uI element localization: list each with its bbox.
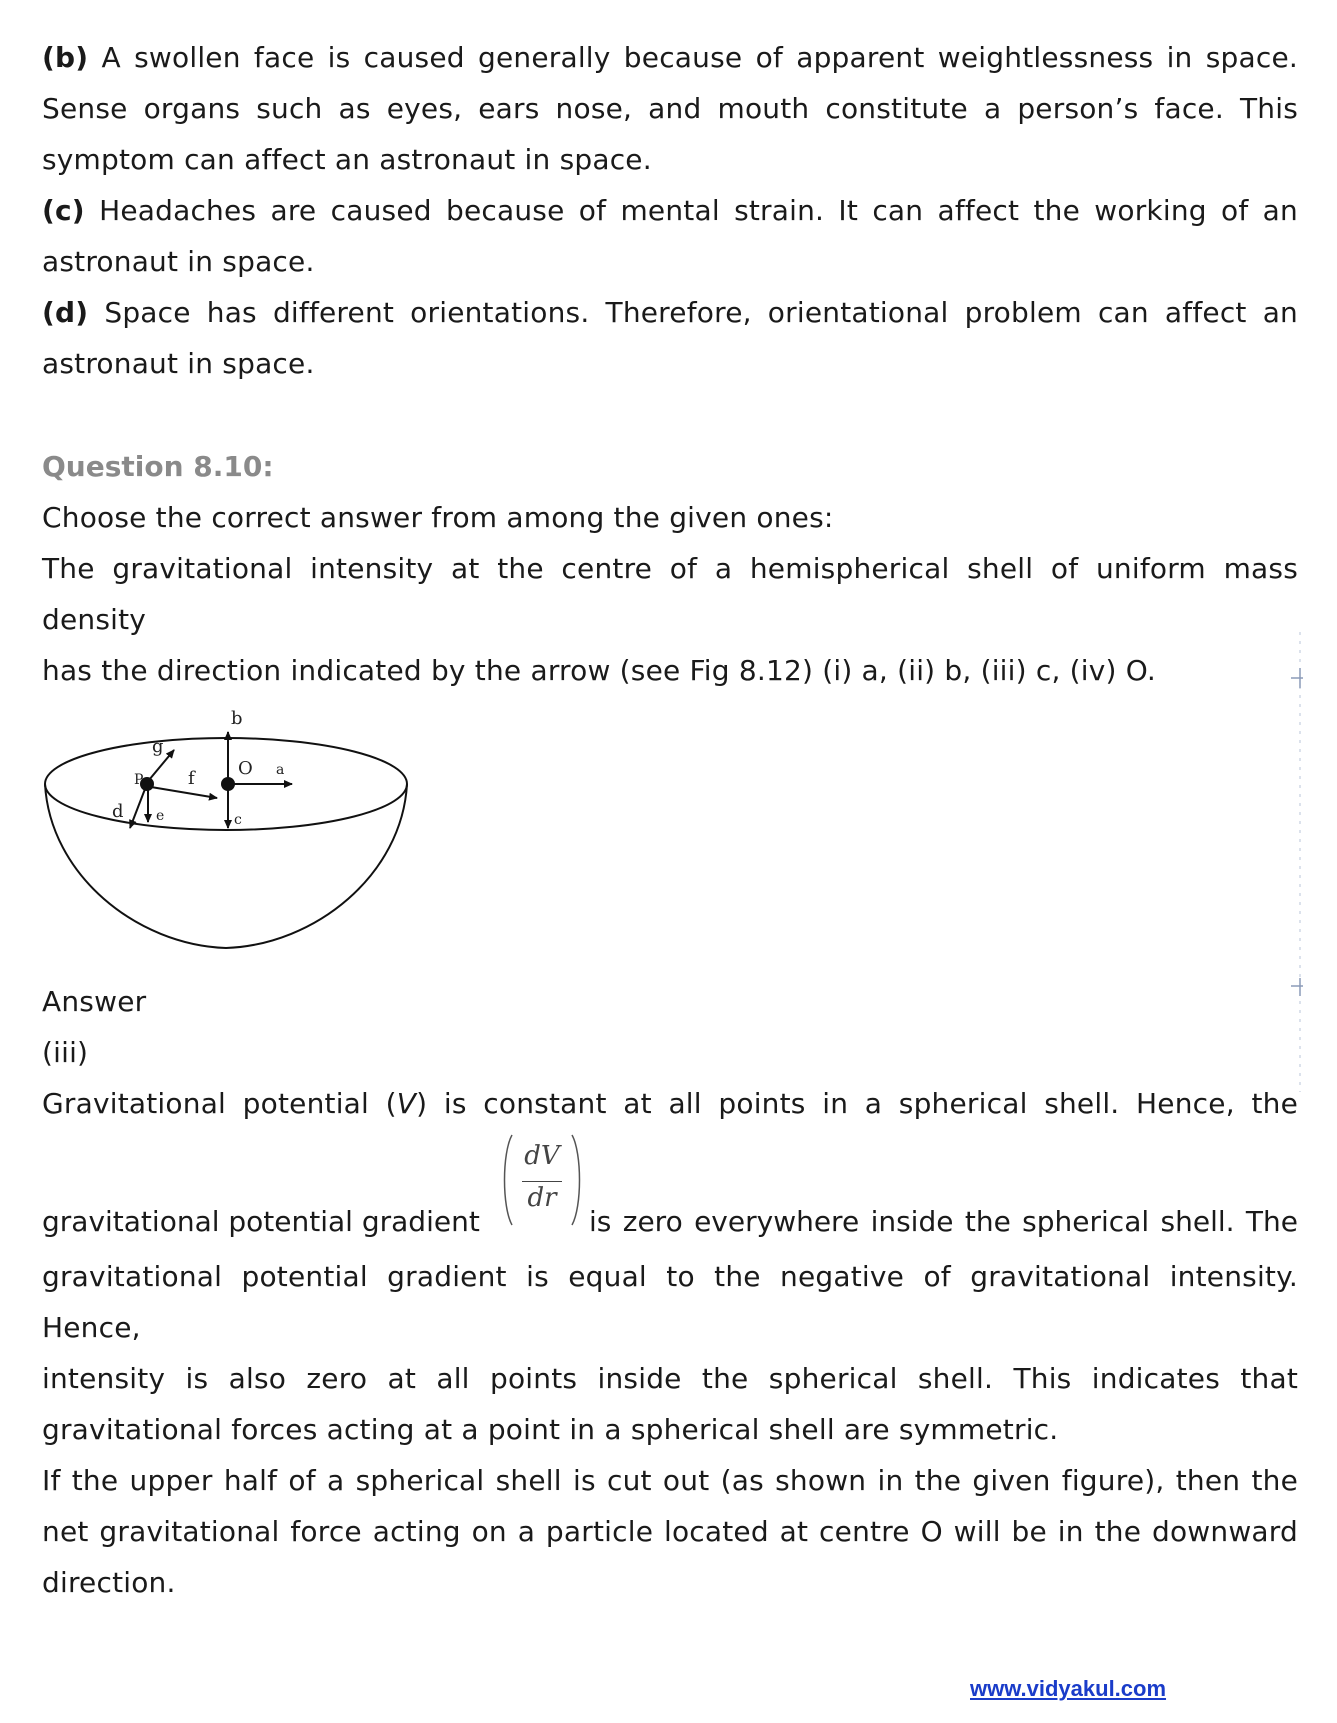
part-d-text-1: Space has different orientations. Therefore, orientational problem can affect an bbox=[104, 296, 1298, 329]
question-line-3: has the direction indicated by the arrow (see Fig 8.12) (i) a, (ii) b, (iii) c, (iv) O. bbox=[42, 654, 1156, 687]
shell-bowl bbox=[45, 784, 407, 948]
answer-line-1-pre: Gravitational potential ( bbox=[42, 1087, 397, 1120]
answer-line-1-post: ) is constant at all points in a spherical shell. Hence, the bbox=[416, 1087, 1298, 1120]
part-b-line-3: symptom can affect an astronaut in space. bbox=[42, 143, 652, 176]
answer-line-7: net gravitational force acting on a particle located at centre O will be in the downward bbox=[42, 1515, 1298, 1548]
part-b-line-1 bbox=[42, 32, 1298, 83]
potential-variable: V bbox=[396, 1087, 417, 1120]
document-page bbox=[42, 32, 1298, 1608]
arrow-d bbox=[130, 789, 145, 828]
part-c-line-2: astronaut in space. bbox=[42, 245, 315, 278]
part-b-line-2: Sense organs such as eyes, ears nose, and mouth constitute a person’s face. This bbox=[42, 92, 1298, 125]
answer-line-8: direction. bbox=[42, 1566, 176, 1599]
formula-bar bbox=[522, 1181, 562, 1182]
label-p: P bbox=[134, 772, 144, 788]
label-b: b bbox=[231, 708, 243, 729]
part-b-text-1: A swollen face is caused generally because of apparent weightlessness in space. bbox=[101, 41, 1298, 74]
label-d: d bbox=[112, 801, 124, 822]
part-d-line-2: astronaut in space. bbox=[42, 347, 315, 380]
part-c-text-1: Headaches are caused because of mental strain. It can affect the working of an bbox=[99, 194, 1298, 227]
question-line-2: The gravitational intensity at the centre of a hemispherical shell of uniform mass density bbox=[42, 552, 1298, 636]
answer-choice: (iii) bbox=[42, 1036, 89, 1069]
answer-line-2-pre: gravitational potential gradient bbox=[42, 1205, 480, 1238]
question-title: Question 8.10: bbox=[42, 450, 274, 483]
answer-heading: Answer bbox=[42, 985, 147, 1018]
answer-line-4: intensity is also zero at all points inside the spherical shell. This indicates that bbox=[42, 1362, 1298, 1395]
answer-line-5: gravitational forces acting at a point in a spherical shell are symmetric. bbox=[42, 1413, 1059, 1446]
formula-denominator: dr bbox=[527, 1183, 557, 1213]
part-d-label: (d) bbox=[42, 296, 89, 329]
label-o: O bbox=[238, 758, 253, 779]
answer-line-2-post: is zero everywhere inside the spherical shell. The bbox=[589, 1205, 1298, 1238]
hemispherical-shell-figure bbox=[42, 700, 422, 976]
label-g: g bbox=[152, 736, 164, 757]
label-a: a bbox=[276, 762, 285, 778]
part-d-line-1 bbox=[42, 287, 1298, 338]
label-e: e bbox=[156, 808, 165, 824]
vidyakul-website-link[interactable]: www.vidyakul.com bbox=[970, 1676, 1167, 1701]
part-b-label: (b) bbox=[42, 41, 89, 74]
answer-line-1 bbox=[42, 1078, 1298, 1129]
potential-gradient-formula bbox=[500, 1133, 584, 1227]
label-c: c bbox=[234, 812, 242, 828]
answer-line-6: If the upper half of a spherical shell is cut out (as shown in the given figure), then the bbox=[42, 1464, 1298, 1497]
arrow-f bbox=[151, 787, 217, 798]
formula-numerator: dV bbox=[524, 1141, 560, 1171]
part-c-line-1 bbox=[42, 185, 1298, 236]
hemisphere-diagram bbox=[42, 700, 422, 976]
label-f: f bbox=[188, 768, 195, 789]
question-line-1: Choose the correct answer from among the given ones: bbox=[42, 501, 834, 534]
right-paren bbox=[570, 1133, 584, 1227]
answer-line-3: gravitational potential gradient is equal to the negative of gravitational intensity. Hence, bbox=[42, 1260, 1298, 1344]
answer-line-2 bbox=[42, 1129, 1298, 1251]
part-c-label: (c) bbox=[42, 194, 85, 227]
margin-cut-marks bbox=[1290, 632, 1304, 1092]
